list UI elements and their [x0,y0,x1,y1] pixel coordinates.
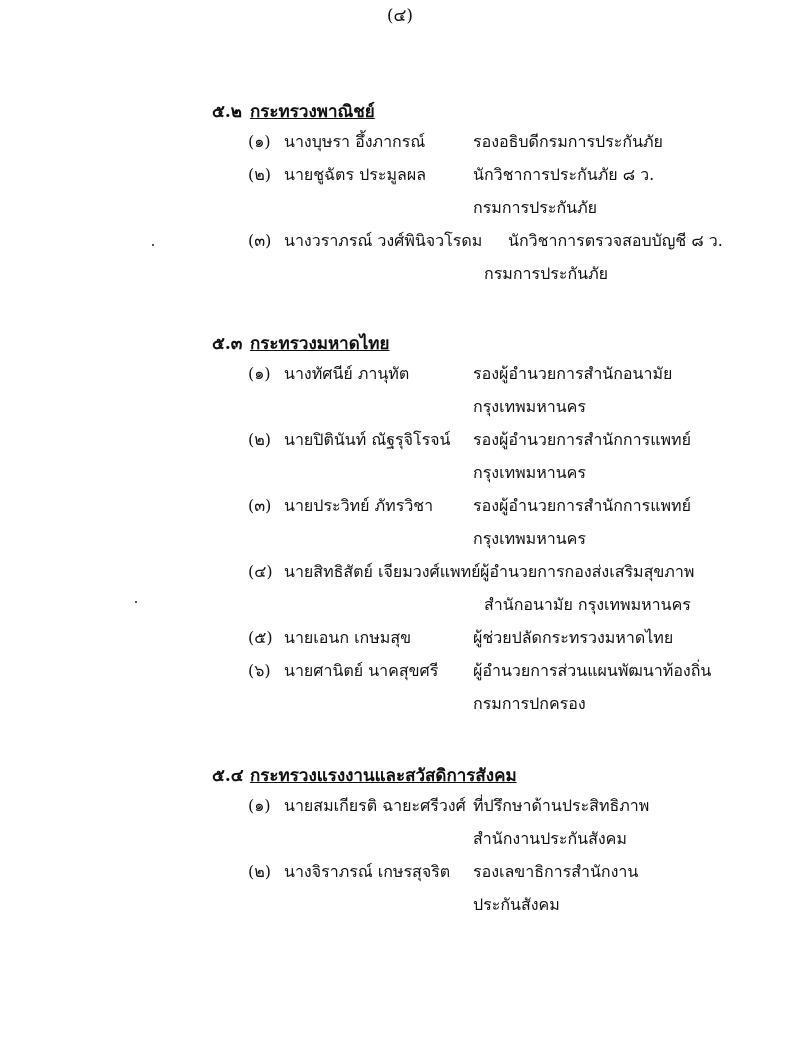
section-title: กระทรวงมหาดไทย [250,334,390,354]
section-heading [212,330,752,362]
position-line-2: กรมการปกครอง [473,694,586,713]
position-line-2: สำนักงานประกันสังคม [473,829,627,848]
section-number: ๕.๔ [212,766,244,786]
list-item [212,794,752,860]
position-line-2: กรุงเทพมหานคร [473,463,586,482]
person-name: นายสิทธิสัตย์ เจียมวงศ์แพทย์ [284,562,481,581]
item-number: (๔) [248,562,273,581]
item-number: (๕) [248,628,273,647]
list-item [212,163,752,229]
position-line: ที่ปรึกษาด้านประสิทธิภาพ [473,796,650,815]
position-line-2: ประกันสังคม [473,895,560,914]
item-number: (๖) [248,661,271,680]
item-number: (๒) [248,165,272,184]
list-item [212,130,752,163]
position-line-2: กรมการประกันภัย [484,264,608,283]
person-name: นางจิราภรณ์ เกษรสุจริต [284,862,451,881]
section-number: ๕.๓ [212,334,243,354]
person-name: นายประวิทย์ ภัทรวิชา [284,496,434,515]
position-line-2: กรุงเทพมหานคร [473,529,586,548]
list-item [212,626,752,659]
scan-speck [152,244,154,246]
list-item [212,362,752,428]
item-number: (๒) [248,430,272,449]
person-name: นายปิตินันท์ ณัฐรุจิโรจน์ [284,430,451,449]
list-item [212,229,752,295]
section-labour [212,762,752,926]
list-item [212,494,752,560]
section-title: กระทรวงแรงงานและสวัสดิการสังคม [250,766,517,786]
position-line-2: กรมการประกันภัย [473,198,597,217]
person-name: นายเอนก เกษมสุข [284,628,412,647]
position-line: รองเลขาธิการสำนักงาน [473,862,639,881]
section-commerce [212,98,752,295]
position-line: นักวิชาการประกันภัย ๘ ว. [473,165,655,184]
position-line: รองผู้อำนวยการสำนักการแพทย์ [473,496,691,515]
person-name: นายสมเกียรติ ฉายะศรีวงศ์ [284,796,466,815]
position-line: รองอธิบดีกรมการประกันภัย [473,132,663,151]
position-line: ผู้อำนวยการส่วนแผนพัฒนาท้องถิ่น [473,661,712,680]
section-heading [212,762,752,794]
list-item [212,659,752,725]
position-line: นักวิชาการตรวจสอบบัญชี ๘ ว. [508,231,723,250]
position-line: รองผู้อำนวยการสำนักการแพทย์ [473,430,691,449]
page-number: (๔) [386,6,414,26]
list-item [212,560,752,626]
scan-speck [135,601,137,603]
position-line-2: กรุงเทพมหานคร [473,397,586,416]
person-name: นายชูฉัตร ประมูลผล [284,165,426,184]
section-interior [212,330,752,725]
item-number: (๑) [248,364,271,383]
section-number: ๕.๒ [212,102,242,122]
person-name: นางทัศนีย์ ภานุทัต [284,364,410,383]
person-name: นางวราภรณ์ วงศ์พินิจวโรดม [284,231,483,250]
position-line: ผู้อำนวยการกองส่งเสริมสุขภาพ [480,562,695,581]
item-number: (๓) [248,496,272,515]
item-number: (๑) [248,132,271,151]
section-heading [212,98,752,130]
item-number: (๓) [248,231,272,250]
item-number: (๒) [248,862,272,881]
position-line: ผู้ช่วยปลัดกระทรวงมหาดไทย [473,628,674,647]
person-name: นางบุษรา อึ้งภากรณ์ [284,132,426,151]
position-line: รองผู้อำนวยการสำนักอนามัย [473,364,673,383]
list-item [212,428,752,494]
position-line-2: สำนักอนามัย กรุงเทพมหานคร [484,595,691,614]
person-name: นายศานิตย์ นาคสุขศรี [284,661,439,680]
section-title: กระทรวงพาณิชย์ [250,102,375,122]
item-number: (๑) [248,796,271,815]
list-item [212,860,752,926]
